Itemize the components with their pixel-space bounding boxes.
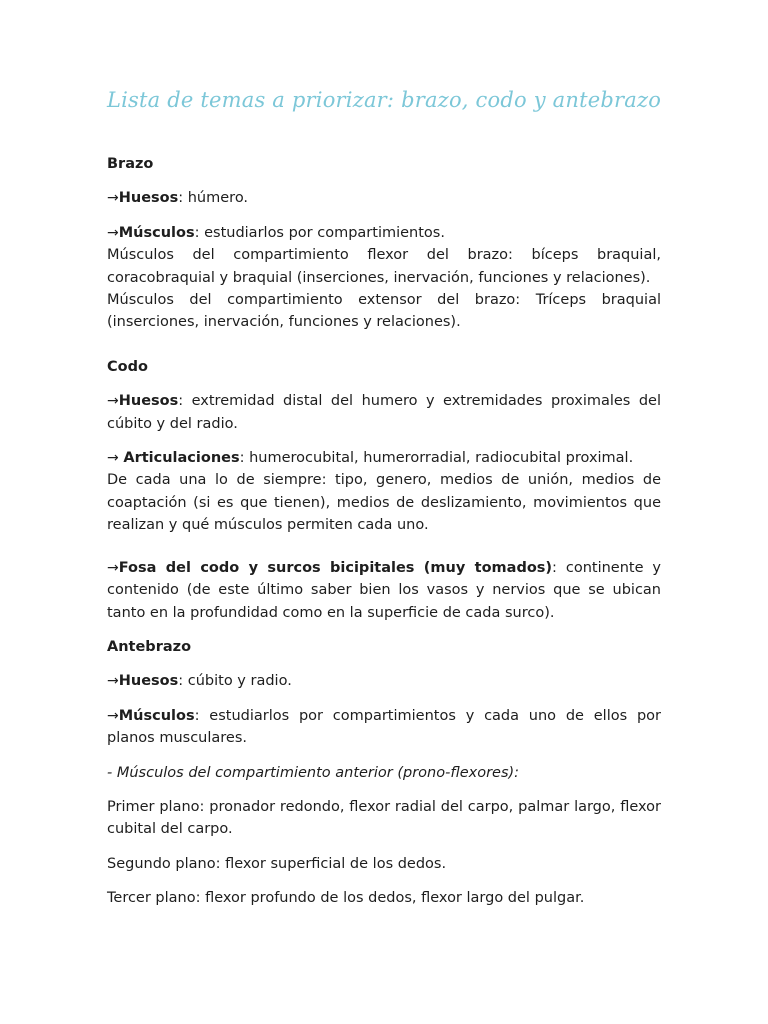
codo-articulaciones-detail: De cada una lo de siempre: tipo, genero, medios de unión, medios de coaptación (si es que tienen), medios de deslizamiento, movimientos que realizan y qué músculos permiten cada uno. bbox=[107, 472, 661, 534]
arrow-icon: → bbox=[107, 190, 119, 207]
brazo-huesos-text: : húmero. bbox=[178, 190, 249, 207]
document-title: Lista de temas a priorizar: brazo, codo y antebrazo bbox=[106, 88, 662, 112]
antebrazo-primer-plano: Primer plano: pronador redondo, flexor radial del carpo, palmar largo, flexor cubital del carpo. bbox=[107, 798, 661, 838]
antebrazo-huesos bbox=[107, 670, 661, 692]
brazo-musculos-text: : estudiarlos por compartimientos. bbox=[194, 224, 445, 241]
antebrazo-segundo-plano: Segundo plano: flexor superficial de los dedos. bbox=[107, 855, 447, 872]
antebrazo-musculos-text: : estudiarlos por compartimientos y cada uno de ellos por planos musculares. bbox=[107, 707, 661, 747]
codo-articulaciones-label: Articulaciones bbox=[123, 450, 240, 467]
codo-huesos-text: : extremidad distal del humero y extremidades proximales del cúbito y del radio. bbox=[107, 393, 661, 432]
section-heading-codo: Codo bbox=[107, 358, 148, 375]
arrow-icon: → bbox=[107, 673, 119, 690]
document-body bbox=[107, 153, 661, 910]
codo-fosa-text: : continente y contenido (de este último saber bien los vasos y nervios que se ubican tanto en la profundidad como en la superficie de cada surco). bbox=[107, 559, 661, 621]
antebrazo-musculos bbox=[107, 705, 661, 750]
antebrazo-musculos-label: Músculos bbox=[118, 707, 195, 724]
codo-huesos-label: Huesos bbox=[118, 393, 179, 410]
antebrazo-compartimiento-anterior: - Músculos del compartimiento anterior (prono-flexores): bbox=[107, 764, 520, 781]
codo-fosa bbox=[107, 557, 661, 624]
antebrazo-huesos-text: : cúbito y radio. bbox=[178, 673, 292, 690]
codo-articulaciones-text: : humerocubital, humerorradial, radiocubital proximal. bbox=[239, 450, 634, 467]
antebrazo-tercer-plano: Tercer plano: flexor profundo de los dedos, flexor largo del pulgar. bbox=[107, 890, 585, 907]
brazo-musculos-label: Músculos bbox=[118, 224, 195, 241]
brazo-extensor-paragraph: Músculos del compartimiento extensor del brazo: Tríceps braquial (inserciones, inervación, funciones y relaciones). bbox=[107, 292, 661, 331]
arrow-icon: → bbox=[107, 707, 119, 724]
section-heading-antebrazo: Antebrazo bbox=[107, 638, 192, 655]
codo-articulaciones bbox=[107, 447, 661, 469]
section-heading-brazo: Brazo bbox=[107, 156, 154, 172]
arrow-icon: → bbox=[107, 559, 119, 576]
brazo-flexor-paragraph: Músculos del compartimiento flexor del brazo: bíceps braquial, coracobraquial y braquial (inserciones, inervación, funciones y relaciones). bbox=[107, 247, 661, 286]
antebrazo-huesos-label: Huesos bbox=[118, 673, 179, 690]
codo-fosa-label: Fosa del codo y surcos bicipitales (muy tomados) bbox=[118, 559, 553, 576]
brazo-musculos bbox=[107, 222, 661, 244]
arrow-icon: → bbox=[107, 224, 119, 241]
brazo-huesos bbox=[107, 187, 661, 209]
codo-huesos bbox=[107, 390, 661, 435]
arrow-icon: → bbox=[107, 450, 119, 467]
brazo-huesos-label: Huesos bbox=[118, 190, 179, 207]
arrow-icon: → bbox=[107, 393, 119, 410]
